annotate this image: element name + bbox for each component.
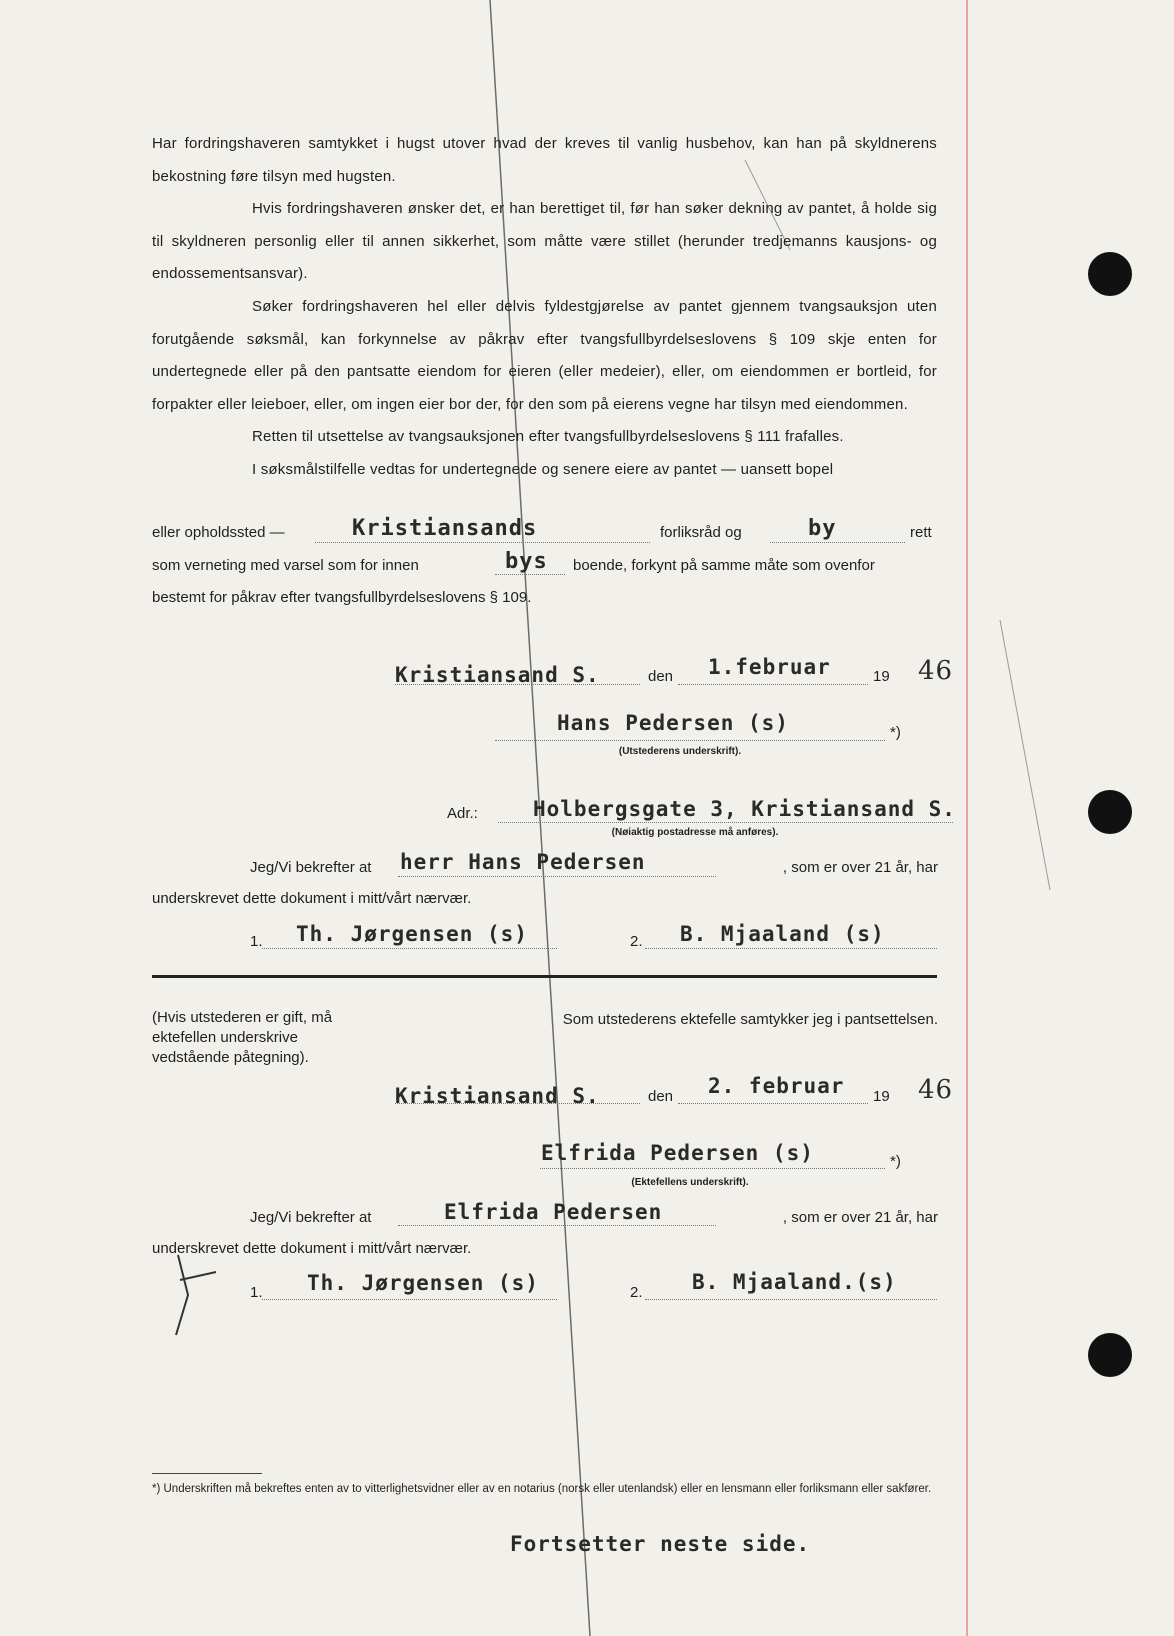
paragraph-hugst: Har fordringshaveren samtykket i hugst utover hvad der kreves til vanlig husbehov, kan han på skyldnerens bekostning føre tilsyn med hugsten. (152, 135, 937, 185)
issuer-sig-mark: *) (890, 724, 901, 741)
paragraph-utsettelse: Retten til utsettelse av tvangsauksjonen efter tvangsfullbyrdelseslovens § 111 frafalles. (252, 428, 844, 446)
section-divider (152, 975, 937, 978)
pencil-check-mark (168, 1250, 228, 1340)
issuer-witness1-num: 1. (250, 933, 263, 950)
spouse-witness2-num: 2. (630, 1284, 643, 1301)
footnote: *) Underskriften må bekreftes enten av to vitterlighetsvidner eller av en notarius (norsk eller utenlandsk) eller en lensmann eller forliksmann eller sakfører. (152, 1483, 932, 1495)
spouse-sig-caption: (Ektefellens underskrift). (631, 1177, 749, 1188)
issuer-witness1: Th. Jørgensen (s) (296, 922, 528, 946)
addr-caption: (Nøiaktig postadresse må anføres). (611, 827, 779, 838)
paragraph-tvangsauksjon: Søker fordringshaveren hel eller delvis fyldestgjørelse av pantet gjennem tvangsauksjon uten forutgående søksmål, kan forkynnelse av påkrav efter tvangsfullbyrdelseslovens § 109 skje enten for undertegnede eller på den pantsatte eiendom for eieren (eller medeier), eller, om eiendommen er bortleid, for forpakter eller leieboer, eller, om ingen eier bor der, for den som på eierens vegne har tilsyn med eiendommen. (152, 297, 937, 413)
venue-line2-rest: boende, forkynt på samme måte som ovenfor (573, 557, 875, 574)
issuer-sig-caption: (Utstederens underskrift). (618, 746, 742, 757)
issuer-year-prefix: 19 (873, 668, 890, 685)
spouse-witness2: B. Mjaaland.(s) (692, 1270, 897, 1294)
spouse-witness1-num: 1. (250, 1284, 263, 1301)
issuer-den: den (648, 668, 674, 685)
spouse-confirm-line2: underskrevet dette dokument i mitt/vårt nærvær. (152, 1240, 472, 1257)
spouse-confirm-suffix: , som er over 21 år, har (782, 1209, 938, 1226)
spouse-year-prefix: 19 (873, 1088, 890, 1105)
venue-court: by (808, 516, 837, 541)
forliksrad-label: forliksråd og (660, 524, 742, 541)
spouse-date: 2. februar (708, 1074, 845, 1098)
spouse-sig-mark: *) (890, 1153, 901, 1170)
issuer-confirm-prefix: Jeg/Vi bekrefter at (250, 859, 372, 876)
issuer-confirm-name: herr Hans Pedersen (400, 850, 646, 874)
issuer-witness2-num: 2. (630, 933, 643, 950)
venue-prefix: eller opholdssted — (152, 524, 285, 541)
paragraph-sikkerhet: Hvis fordringshaveren ønsker det, er han berettiget til, før han søker dekning av pantet, å holde sig til skyldneren personlig eller til annen sikkerhet, som måtte være stillet (herunder tredjemanns kausjons- og endossementsansvar). (152, 200, 937, 283)
rett-label: rett (910, 524, 932, 541)
issuer-witness2: B. Mjaaland (s) (680, 922, 885, 946)
paragraph-soksmal: I søksmålstilfelle vedtas for undertegnede og senere eiere av pantet — uansett bopel (252, 460, 834, 478)
body-text (152, 128, 937, 487)
venue-line2-prefix: som verneting med varsel som for innen (152, 557, 419, 574)
spouse-consent: Som utstederens ektefelle samtykker jeg i pantsettelsen. (562, 1011, 938, 1028)
issuer-confirm-suffix: , som er over 21 år, har (782, 859, 938, 876)
adr-label: Adr.: (447, 805, 478, 822)
spouse-year: 46 (918, 1075, 954, 1105)
spouse-den: den (648, 1088, 674, 1105)
spouse-witness1: Th. Jørgensen (s) (307, 1271, 539, 1295)
footnote-rule (152, 1473, 262, 1474)
venue-line3: bestemt for påkrav efter tvangsfullbyrdelseslovens § 109. (152, 589, 532, 606)
issuer-year: 46 (918, 656, 954, 686)
spouse-note: (Hvis utstederen er gift, må ektefellen underskrive vedstående påtegning). (152, 1009, 333, 1066)
venue-place: Kristiansands (352, 516, 538, 541)
spouse-signature: Elfrida Pedersen (s) (541, 1141, 814, 1165)
issuer-date: 1.februar (708, 655, 831, 679)
continuation-note: Fortsetter neste side. (510, 1532, 811, 1556)
issuer-place: Kristiansand S. (395, 663, 600, 687)
issuer-signature: Hans Pedersen (s) (557, 711, 789, 735)
issuer-confirm-line2: underskrevet dette dokument i mitt/vårt nærvær. (152, 890, 472, 907)
spouse-confirm-prefix: Jeg/Vi bekrefter at (250, 1209, 372, 1226)
spouse-place: Kristiansand S. (395, 1084, 600, 1108)
venue-line2-fill: bys (505, 549, 548, 574)
spouse-confirm-name: Elfrida Pedersen (444, 1200, 663, 1224)
issuer-address: Holbergsgate 3, Kristiansand S. (533, 797, 956, 821)
